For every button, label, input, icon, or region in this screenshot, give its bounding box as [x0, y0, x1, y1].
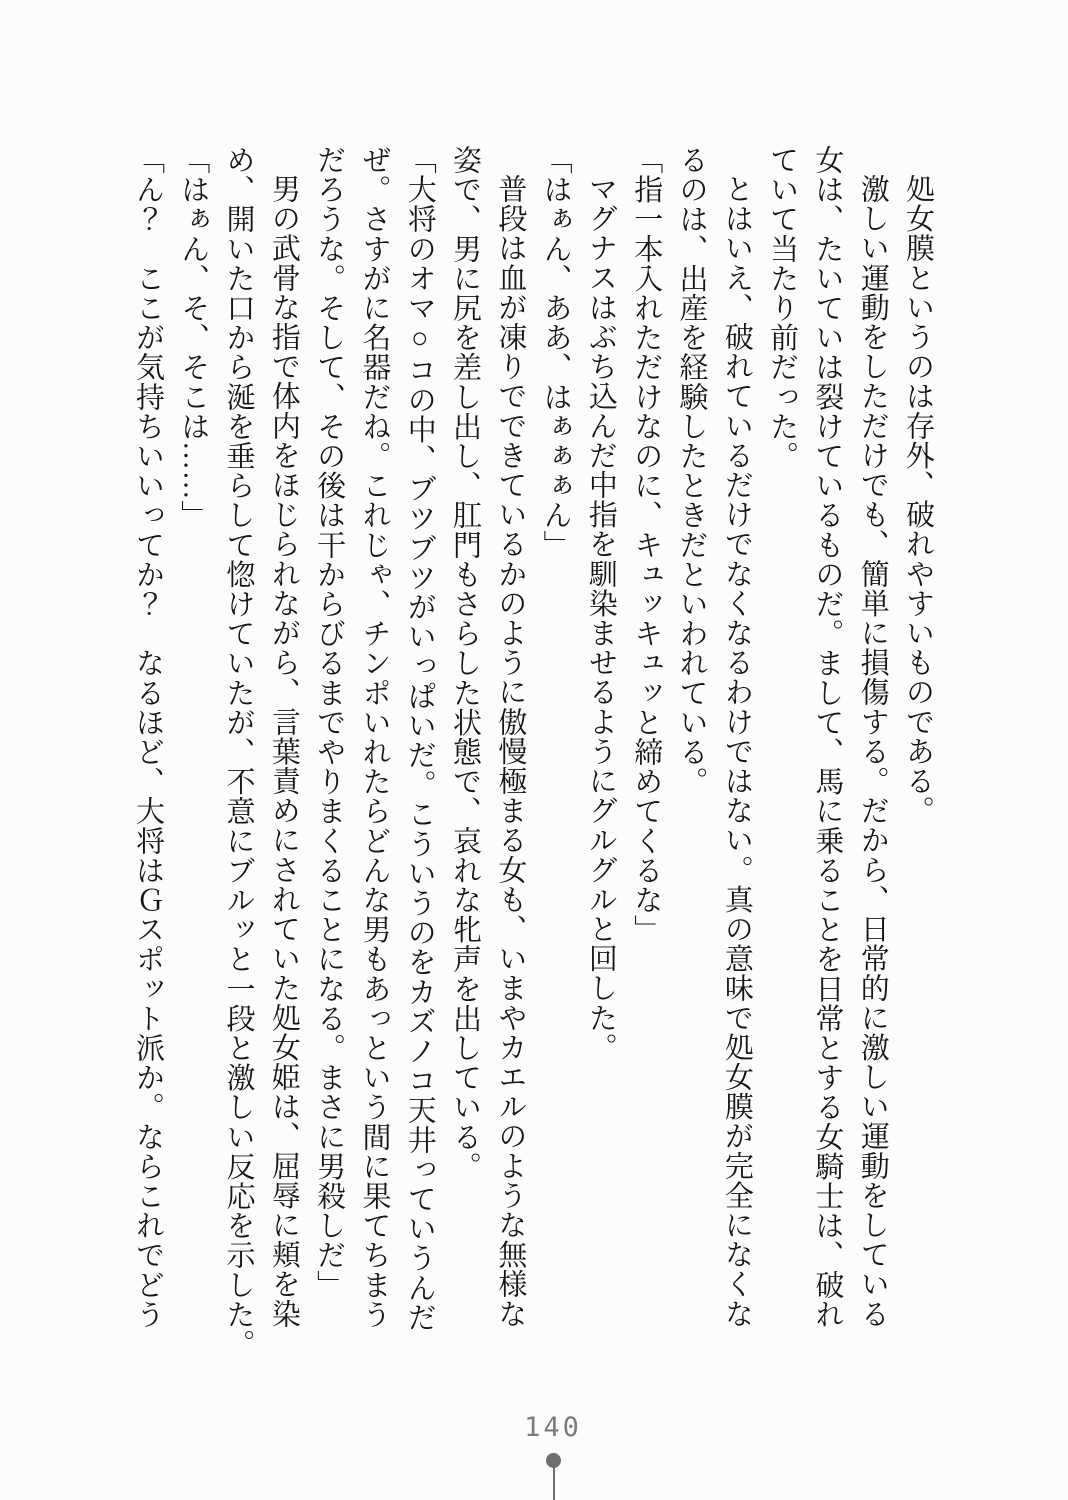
text-line: 普段は血が凍りでできているかのように傲慢極まる女も、いまやカエルのような無様な — [494, 174, 527, 1329]
text-line: 「はぁん、ああ、はぁぁぁん」 — [539, 145, 572, 560]
text-line: 「はぁん、そ、そこは……」 — [177, 145, 210, 530]
text-line: 「ん？ ここが気持ちいいってか？ なるほど、大将はＧスポット派か。ならこれでどう — [131, 145, 164, 1329]
text-line: ぜ。さすがに名器だね。これじゃ、チンポいれたらどんな男もあっという間に果てちまう — [358, 145, 391, 1329]
page-number: 140 — [524, 1412, 582, 1443]
text-line: ていて当たり前だった。 — [766, 145, 799, 471]
text-line: 「指一本入れただけなのに、キュッキュッと締めてくるな」 — [630, 145, 663, 945]
vertical-text-block — [125, 145, 940, 1359]
text-line: め、開いた口から涎を垂らして惚けていたが、不意にブルッと一段と激しい反応を示した。 — [222, 145, 255, 1359]
text-line: とはいえ、破れているだけでなくなるわけではない。真の意味で処女膜が完全になくな — [720, 174, 753, 1329]
text-line: 処女膜というのは存外、破れやすいものである。 — [902, 174, 934, 826]
text-line: 姿で、男に尻を差し出し、肛門もさらした状態で、哀れな牝声を出している。 — [449, 145, 482, 1181]
ornament-stem — [553, 1466, 555, 1500]
text-line: 男の武骨な指で体内をほじられながら、言葉責めにされていた処女姫は、屈辱に頬を染 — [267, 174, 300, 1329]
text-line: 「大将のオマ○コの中、ブツブツがいっぱいだ。こういうのをカズノコ天井っていうんだ — [403, 145, 436, 1332]
text-line: マグナスはぶち込んだ中指を馴染ませるようにグルグルと回した。 — [584, 174, 617, 1062]
text-line: だろうな。そして、その後は干からびるまでやりまくることになる。まさに男殺しだ」 — [313, 145, 346, 1300]
text-line: 女は、たいていは裂けているものだ。まして、馬に乗ることを日常とする女騎士は、破れ — [811, 145, 844, 1329]
text-line: 激しい運動をしただけでも、簡単に損傷する。だから、日常的に激しい運動をしている — [856, 174, 889, 1329]
text-line: るのは、出産を経験したときだといわれている。 — [675, 145, 708, 797]
